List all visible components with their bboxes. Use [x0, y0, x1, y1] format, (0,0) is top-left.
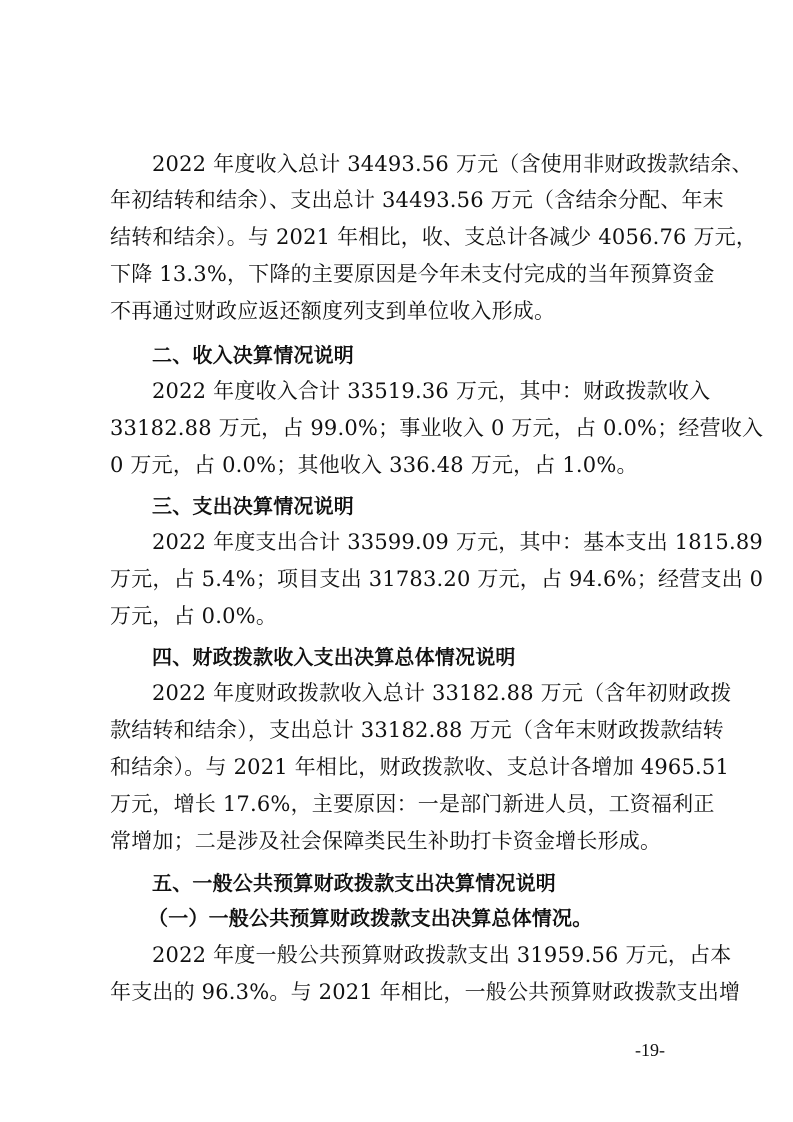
paragraph-line: 结转和结余）。与 2021 年相比，收、支总计各减少 4056.76 万元， — [110, 225, 758, 249]
paragraph-line: 年支出的 96.3%。与 2021 年相比，一般公共预算财政拨款支出增 — [110, 980, 741, 1004]
paragraph-line: 2022 年度收入合计 33519.36 万元，其中：财政拨款收入 — [152, 379, 711, 403]
section-heading: 三、支出决算情况说明 — [152, 494, 354, 518]
paragraph-line: 下降 13.3%，下降的主要原因是今年未支付完成的当年预算资金 — [110, 262, 715, 286]
paragraph-line: 常增加；二是涉及社会保障类民生补助打卡资金增长形成。 — [110, 829, 662, 853]
paragraph-line: 万元，占 5.4%；项目支出 31783.20 万元，占 94.6%；经营支出 0 — [110, 567, 764, 591]
paragraph-line: 款结转和结余），支出总计 33182.88 万元（含年末财政拨款结转 — [110, 718, 724, 742]
paragraph-line: 2022 年度财政拨款收入总计 33182.88 万元（含年初财政拨 — [152, 681, 732, 705]
paragraph-line: 33182.88 万元，占 99.0%；事业收入 0 万元，占 0.0%；经营收入 — [110, 416, 764, 440]
paragraph-line: 万元，增长 17.6%，主要原因：一是部门新进人员，工资福利正 — [110, 792, 715, 816]
section-heading: 五、一般公共预算财政拨款支出决算情况说明 — [152, 871, 556, 895]
paragraph-line: 年初结转和结余）、支出总计 34493.56 万元（含结余分配、年末 — [110, 188, 724, 212]
paragraph-line: 2022 年度收入总计 34493.56 万元（含使用非财政拨款结余、 — [152, 152, 753, 176]
paragraph-line: 和结余）。与 2021 年相比，财政拨款收、支总计各增加 4965.51 — [110, 755, 730, 779]
paragraph-line: 0 万元，占 0.0%；其他收入 336.48 万元，占 1.0%。 — [110, 453, 638, 477]
paragraph-line: 2022 年度一般公共预算财政拨款支出 31959.56 万元，占本 — [152, 943, 732, 967]
section-heading: 二、收入决算情况说明 — [152, 343, 354, 367]
paragraph-line: 不再通过财政应返还额度列支到单位收入形成。 — [110, 299, 556, 323]
subsection-heading: （一）一般公共预算财政拨款支出决算总体情况。 — [148, 906, 593, 930]
page-number: -19- — [635, 1040, 665, 1060]
paragraph-line: 万元，占 0.0%。 — [110, 604, 278, 628]
paragraph-line: 2022 年度支出合计 33599.09 万元，其中：基本支出 1815.89 — [152, 530, 763, 554]
section-heading: 四、财政拨款收入支出决算总体情况说明 — [152, 645, 516, 669]
